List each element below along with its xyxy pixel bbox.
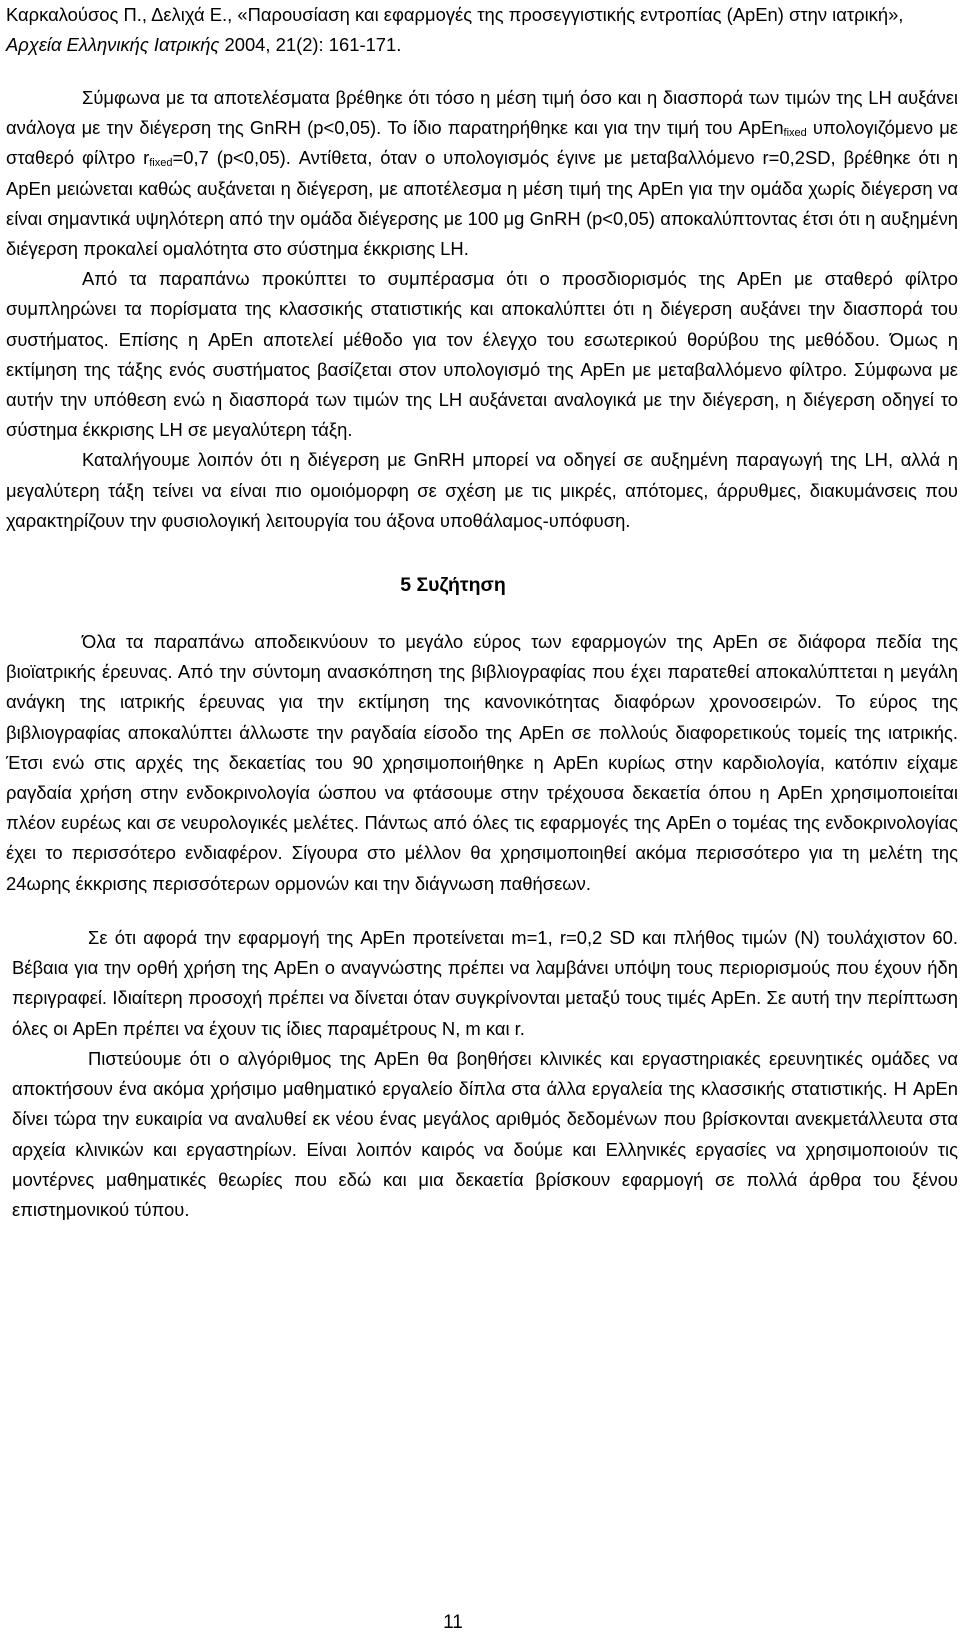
citation (6, 0, 946, 60)
section-heading: 5 Συζήτηση (400, 574, 506, 596)
conclusion-section (6, 1044, 958, 1225)
subscript-fixed: fixed (783, 127, 807, 140)
results-paragraph-2: Από τα παραπάνω προκύπτει το συμπέρασμα ότι ο προσδιορισμός της ApEn με σταθερό φίλτρο συμπληρώνει τα πορίσματα της κλασσικής στατιστικής και αποκαλύπτει ότι η διέγερση αυξάνει την διασπορά του συστήματος. Επίσης η ApEn αποτελεί μέθοδο για τον έλεγχο του εσωτερικού θορύβου της μεθόδου. Όμως η εκτίμηση της τάξης ενός συστήματος βασίζεται στον υπολογισμό της ApEn με μεταβαλλόμενο φίλτρο. Σύμφωνα με αυτήν την υπόθεση ενώ η διασπορά των τιμών της LH αυξάνεται αναλογικά με την διέγερση, η διέγερση οδηγεί το σύστημα έκκρισης LH σε μεγαλύτερη τάξη. (6, 268, 958, 441)
results-text: Σύμφωνα με τα αποτελέσματα βρέθηκε ότι τόσο η μέση τιμή όσο και η διασπορά των τιμών της LH αυξάνει ανάλογα με την διέγερση της GnRH (p<0,05). Το ίδιο παρατηρήθηκε και για την τιμή του ApEn (6, 87, 958, 139)
subscript-fixed: fixed (149, 157, 173, 170)
results-text: =0,7 (p<0,05). Αντίθετα, όταν ο υπολογισμός έγινε με μεταβαλλόμενο r=0,2SD, βρέθηκε ότι η ApEn μειώνεται καθώς αυξάνεται η διέγερση, με αποτέλεσμα η μέση τιμή της ApEn για την ομάδα χωρίς διέγερση να είναι σημαντικά υψηλότερη από την ομάδα διέγερσης με 100 μg GnRH (p<0,05) αποκαλύπτοντας έτσι ότι η αυξημένη διέγερση προκαλεί ομαλότητα στο σύστημα έκκρισης LH. (6, 147, 958, 260)
citation-journal: Αρχεία Ελληνικής Ιατρικής (6, 34, 220, 56)
application-section (6, 923, 958, 1044)
discussion-section (6, 627, 958, 899)
citation-details: 2004, 21(2): 161-171. (219, 34, 402, 56)
citation-authors: Καρκαλούσος Π., Δελιχά Ε., «Παρουσίαση και εφαρμογές της προσεγγιστικής εντροπίας (ApEn) στην ιατρική», (6, 4, 904, 25)
discussion-paragraph-2: Σε ότι αφορά την εφαρμογή της ApEn προτείνεται m=1, r=0,2 SD και πλήθος τιμών (N) τουλάχιστον 60. Βέβαια για την ορθή χρήση της ApEn ο αναγνώστης πρέπει να λαμβάνει υπόψη τους περιορισμούς που έχουν ήδη περιγραφεί. Ιδιαίτερη προσοχή πρέπει να δίνεται όταν συγκρίνονται μεταξύ τους τιμές ApEn. Σε αυτή την περίπτωση όλες οι ApEn πρέπει να έχουν τις ίδιες παραμέτρους N, m και r. (12, 927, 958, 1039)
results-text: υπολογιζόμενο με σταθερό φίλτρο r (6, 117, 958, 169)
results-section (6, 83, 958, 536)
discussion-paragraph-1: Όλα τα παραπάνω αποδεικνύουν το μεγάλο εύρος των εφαρμογών της ApEn σε διάφορα πεδία της βιοϊατρικής έρευνας. Από την σύντομη ανασκόπηση της βιβλιογραφίας που έχει παρατεθεί αποκαλύπτεται η μεγάλη ανάγκη της ιατρικής έρευνας για την εκτίμηση της κανονικότητας διαφόρων χρονοσειρών. Το εύρος της βιβλιογραφίας αποκαλύπτει άλλωστε την ραγδαία είσοδο της ApEn σε πολλούς διαφορετικούς τομείς της ιατρικής. Έτσι ενώ στις αρχές της δεκαετίας του 90 χρησιμοποιήθηκε η ApEn κυρίως στην καρδιολογία, κατόπιν είχαμε ραγδαία χρήση στην ενδοκρινολογία ώσπου να φτάσουμε στην τρέχουσα δεκαετία όπου η ApEn χρησιμοποιείται πλέον ευρέως και σε νευρολογικές μελέτες. Πάντως από όλες τις εφαρμογές της ApEn ο τομέας της ενδοκρινολογίας έχει το περισσότερο ενδιαφέρον. Σίγουρα στο μέλλον θα χρησιμοποιηθεί ακόμα περισσότερο για τη μελέτη της 24ωρης έκκρισης περισσότερων ορμονών και την διάγνωση παθήσεων. (6, 631, 958, 894)
page-number: 11 (443, 1612, 463, 1633)
results-paragraph-3: Καταλήγουμε λοιπόν ότι η διέγερση με GnRH μπορεί να οδηγεί σε αυξημένη παραγωγή της LH, αλλά η μεγαλύτερη τάξη τείνει να είναι πιο ομοιόμορφη σε σχέση με τις μικρές, απότομες, άρρυθμες, διακυμάνσεις που χαρακτηρίζουν την φυσιολογική λειτουργία του άξονα υποθάλαμος-υπόφυση. (6, 449, 958, 531)
results-paragraph-1 (6, 83, 958, 264)
discussion-paragraph-3: Πιστεύουμε ότι ο αλγόριθμος της ApEn θα βοηθήσει κλινικές και εργαστηριακές ερευνητικές ομάδες να αποκτήσουν ένα ακόμα χρήσιμο μαθηματικό εργαλείο δίπλα στα άλλα εργαλεία της κλασσικής στατιστικής. Η ApEn δίνει τώρα την ευκαιρία να αναλυθεί εκ νέου ένας μεγάλος αριθμός δεδομένων που βρίσκονται ανεκμετάλλευτα στα αρχεία κλινικών και εργαστηρίων. Είναι λοιπόν καιρός να δούμε και Ελληνικές εργασίες να χρησιμοποιούν τις μοντέρνες μαθηματικές θεωρίες που εδώ και μια δεκαετία βρίσκουν εφαρμογή σε πολλά άρθρα του ξένου επιστημονικού τύπου. (12, 1048, 958, 1221)
